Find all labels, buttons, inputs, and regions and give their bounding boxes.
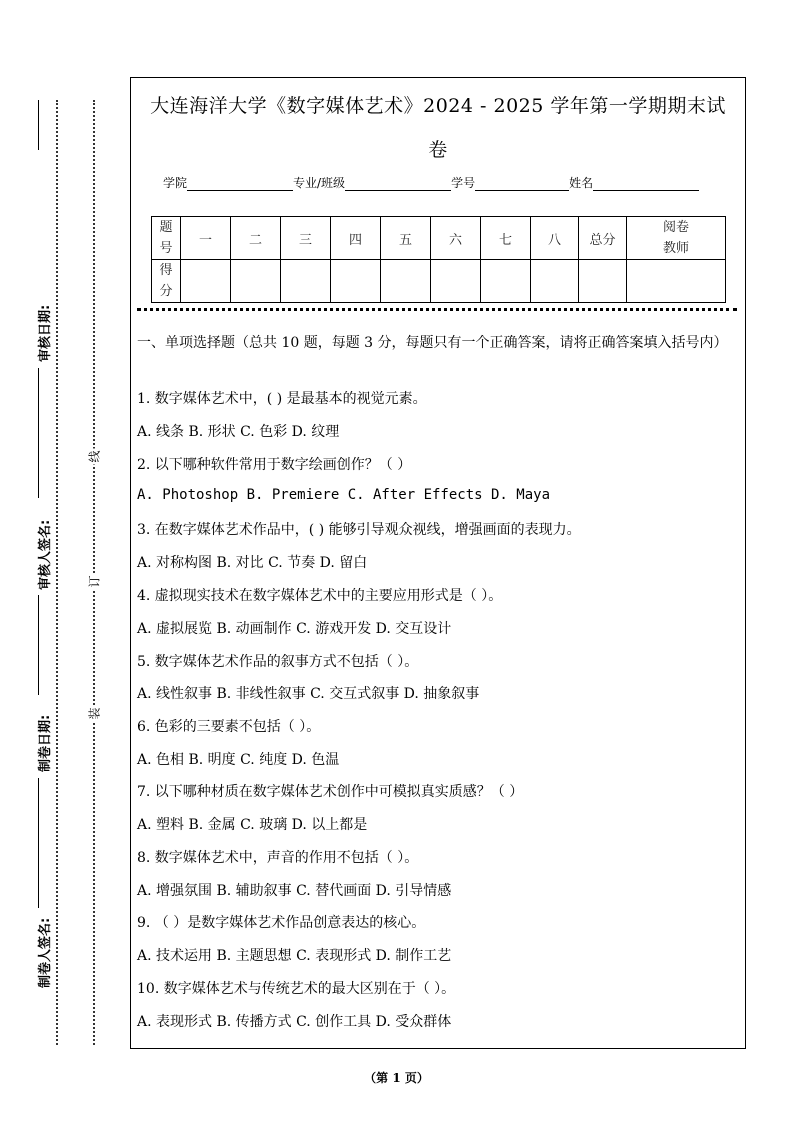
column-header: 七 — [481, 217, 531, 260]
binding-mark-line: 线 — [87, 450, 102, 463]
question-8: 8. 数字媒体艺术中，声音的作用不包括（ ）。 — [137, 850, 419, 866]
reviewer-cell[interactable] — [627, 260, 726, 303]
question-3: 3. 在数字媒体艺术作品中，( ) 能够引导观众视线，增强画面的表现力。 — [137, 522, 581, 538]
column-header: 五 — [381, 217, 431, 260]
major-class-blank[interactable] — [345, 178, 451, 191]
score-cell[interactable] — [231, 260, 281, 303]
binding-dotted-line-inner — [93, 100, 95, 1045]
column-header: 八 — [531, 217, 579, 260]
score-cell[interactable] — [181, 260, 231, 303]
score-cell[interactable] — [431, 260, 481, 303]
section-heading: 一、单项选择题（总共 10 题，每题 3 分，每题只有一个正确答案，请将正确答案填入括号内） — [137, 335, 728, 351]
column-header: 三 — [281, 217, 331, 260]
binding-fill-line — [38, 100, 41, 150]
question-1: 1. 数字媒体艺术中，( ) 是最基本的视觉元素。 — [137, 391, 427, 407]
question-9: 9. （ ）是数字媒体艺术作品创意表达的核心。 — [137, 915, 426, 931]
question-7-options: A. 塑料 B. 金属 C. 玻璃 D. 以上都是 — [137, 817, 368, 833]
question-4: 4. 虚拟现实技术在数字媒体艺术中的主要应用形式是（ ）。 — [137, 588, 503, 604]
score-cell-total[interactable] — [579, 260, 627, 303]
question-5: 5. 数字媒体艺术作品的叙事方式不包括（ ）。 — [137, 654, 419, 670]
question-number-label: 题 号 — [152, 217, 181, 260]
college-label: 学院 — [163, 176, 188, 190]
question-2: 2. 以下哪种软件常用于数字绘画创作？（ ） — [137, 457, 412, 473]
score-cell[interactable] — [331, 260, 381, 303]
binding-dotted-line-outer — [56, 100, 58, 1045]
page-number: （第 1 页） — [364, 1071, 429, 1085]
score-cell[interactable] — [381, 260, 431, 303]
major-class-label: 专业/班级 — [293, 176, 346, 190]
paper-date-label: 制卷日期: — [38, 714, 53, 772]
name-blank[interactable] — [593, 178, 699, 191]
section-separator — [137, 308, 737, 311]
reviewer-signature-label: 审核人签名: — [38, 519, 53, 590]
question-2-options: A. Photoshop B. Premiere C. After Effects D. Maya — [137, 487, 551, 503]
binding-mark-bind: 订 — [87, 575, 102, 588]
question-9-options: A. 技术运用 B. 主题思想 C. 表现形式 D. 制作工艺 — [137, 948, 452, 964]
column-header: 四 — [331, 217, 381, 260]
score-table-score-row — [152, 260, 726, 303]
student-info-row — [163, 174, 699, 191]
binding-fill-line — [38, 595, 41, 695]
score-label: 得 分 — [152, 260, 181, 303]
exam-title — [132, 84, 744, 172]
review-date-label: 审核日期: — [38, 304, 53, 362]
question-5-options: A. 线性叙事 B. 非线性叙事 C. 交互式叙事 D. 抽象叙事 — [137, 686, 480, 702]
exam-title-line2: 卷 — [428, 139, 448, 161]
column-header: 二 — [231, 217, 281, 260]
college-blank[interactable] — [187, 178, 293, 191]
question-1-options: A. 线条 B. 形状 C. 色彩 D. 纹理 — [137, 424, 340, 440]
column-header-total: 总分 — [579, 217, 627, 260]
binding-mark-staple: 装 — [87, 707, 102, 720]
student-id-label: 学号 — [451, 176, 476, 190]
exam-title-line1: 大连海洋大学《数字媒体艺术》2024 - 2025 学年第一学期期末试 — [150, 95, 726, 117]
score-cell[interactable] — [531, 260, 579, 303]
score-cell[interactable] — [281, 260, 331, 303]
question-7: 7. 以下哪种材质在数字媒体艺术创作中可模拟真实质感？（ ） — [137, 784, 524, 800]
paper-maker-signature-label: 制卷人签名: — [38, 917, 53, 988]
question-4-options: A. 虚拟展览 B. 动画制作 C. 游戏开发 D. 交互设计 — [137, 621, 452, 637]
question-6-options: A. 色相 B. 明度 C. 纯度 D. 色温 — [137, 752, 340, 768]
question-10: 10. 数字媒体艺术与传统艺术的最大区别在于（ ）。 — [137, 981, 456, 997]
question-6: 6. 色彩的三要素不包括（ ）。 — [137, 719, 321, 735]
binding-fill-line — [38, 368, 41, 498]
question-10-options: A. 表现形式 B. 传播方式 C. 创作工具 D. 受众群体 — [137, 1014, 452, 1030]
question-8-options: A. 增强氛围 B. 辅助叙事 C. 替代画面 D. 引导情感 — [137, 883, 452, 899]
binding-fill-line — [38, 778, 41, 908]
name-label: 姓名 — [569, 176, 594, 190]
score-cell[interactable] — [481, 260, 531, 303]
student-id-blank[interactable] — [475, 178, 569, 191]
column-header: 一 — [181, 217, 231, 260]
score-table — [151, 216, 726, 303]
score-table-header-row — [152, 217, 726, 260]
question-3-options: A. 对称构图 B. 对比 C. 节奏 D. 留白 — [137, 555, 368, 571]
reviewer-header: 阅卷 教师 — [627, 217, 726, 260]
column-header: 六 — [431, 217, 481, 260]
